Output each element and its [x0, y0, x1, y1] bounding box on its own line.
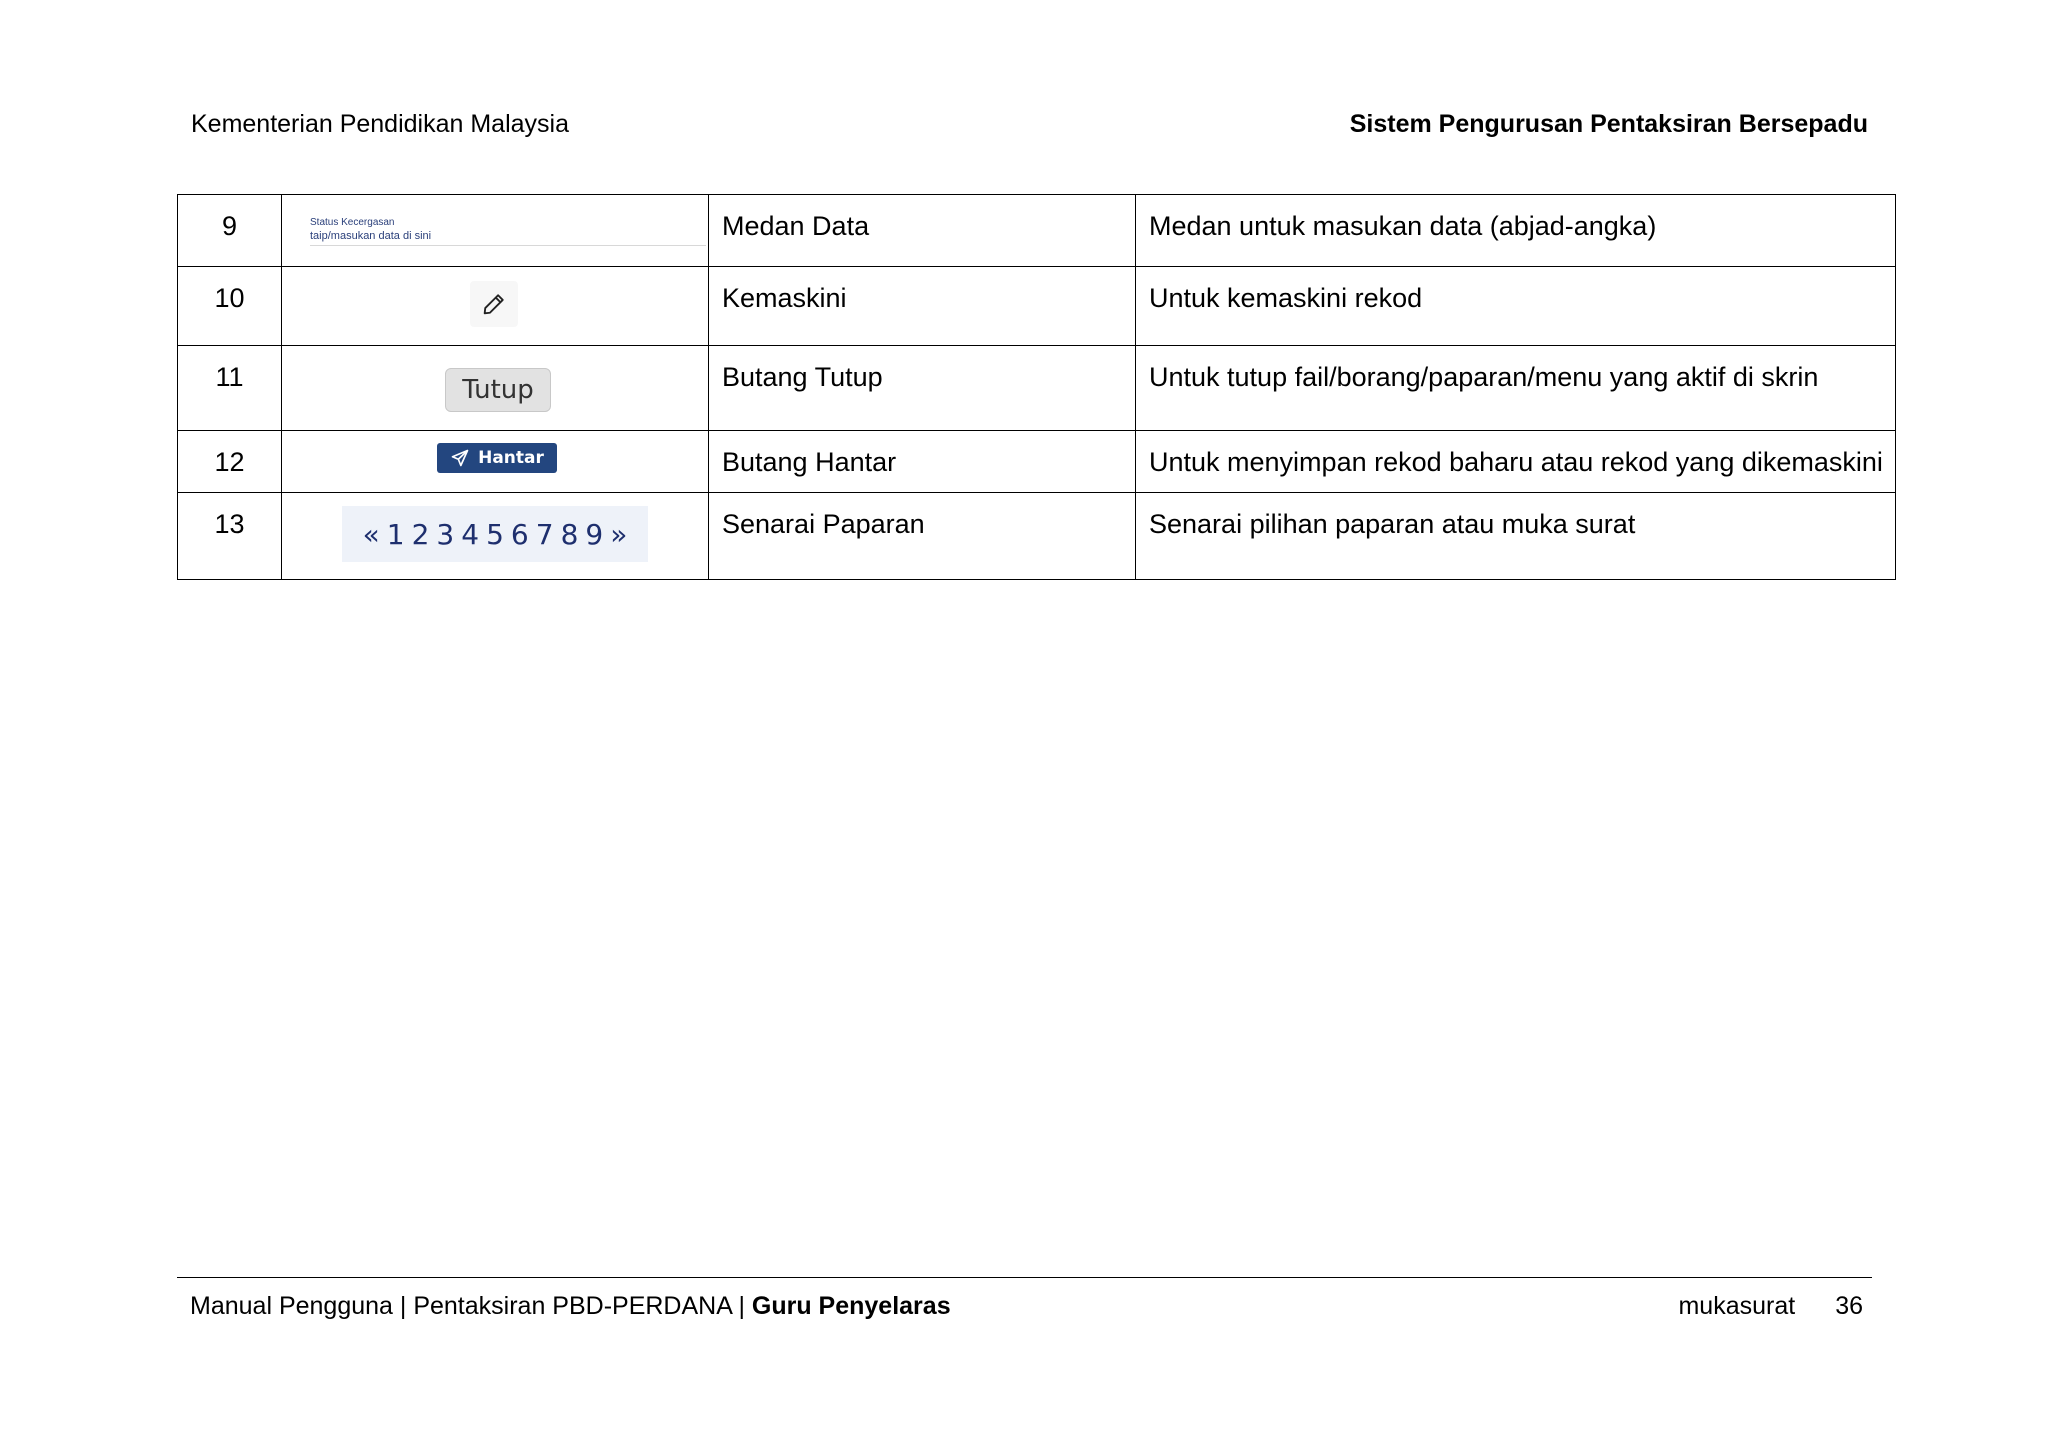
- footer-manual-title: [190, 1292, 951, 1321]
- edit-button[interactable]: [470, 281, 518, 327]
- pagination-page-2[interactable]: 2: [411, 517, 430, 551]
- pagination-page-7[interactable]: 7: [535, 517, 554, 551]
- close-button-cell: [282, 346, 709, 431]
- component-name: Butang Hantar: [709, 431, 1136, 493]
- send-icon: [450, 448, 470, 468]
- edit-icon-cell: [282, 267, 709, 346]
- ui-legend-table: [177, 194, 1896, 580]
- footer-page-number: 36: [1835, 1292, 1863, 1320]
- row-number: 9: [178, 195, 282, 267]
- close-button[interactable]: Tutup: [445, 368, 551, 412]
- component-description: Medan untuk masukan data (abjad-angka): [1136, 195, 1896, 267]
- component-description: Untuk tutup fail/borang/paparan/menu yang aktif di skrin: [1136, 346, 1896, 431]
- data-field-sample[interactable]: [310, 217, 706, 246]
- pagination-page-5[interactable]: 5: [486, 517, 504, 551]
- footer-page-label: mukasurat: [1678, 1292, 1796, 1320]
- component-description: Senarai pilihan paparan atau muka surat: [1136, 493, 1896, 580]
- component-name: Medan Data: [709, 195, 1136, 267]
- footer-page: [1678, 1292, 1863, 1321]
- table-row: [178, 431, 1896, 493]
- submit-button-label: Hantar: [478, 448, 544, 468]
- row-number: 12: [178, 431, 282, 493]
- pagination-page-9[interactable]: 9: [585, 517, 604, 551]
- component-description: Untuk kemaskini rekod: [1136, 267, 1896, 346]
- submit-button[interactable]: [437, 443, 557, 473]
- pagination-page-8[interactable]: 8: [560, 517, 579, 551]
- footer-prefix: Manual Pengguna | Pentaksiran PBD-PERDANA |: [190, 1292, 752, 1320]
- pagination-prev[interactable]: «: [362, 517, 380, 551]
- table-row: [178, 493, 1896, 580]
- pagination-cell: [282, 493, 709, 580]
- footer-role: Guru Penyelaras: [751, 1292, 951, 1320]
- component-name: Butang Tutup: [709, 346, 1136, 431]
- table-row: [178, 195, 1896, 267]
- pencil-icon: [480, 290, 508, 318]
- row-number: 10: [178, 267, 282, 346]
- header-organization: Kementerian Pendidikan Malaysia: [191, 110, 569, 138]
- header-system-title: Sistem Pengurusan Pentaksiran Bersepadu: [1349, 110, 1868, 138]
- pagination-page-3[interactable]: 3: [436, 517, 455, 551]
- field-placeholder: taip/masukan data di sini: [310, 230, 432, 242]
- data-field-sample-cell: [282, 195, 709, 267]
- component-name: Kemaskini: [709, 267, 1136, 346]
- pagination-page-1[interactable]: 1: [386, 517, 405, 551]
- field-label: Status Kecergasan: [310, 217, 395, 228]
- submit-button-cell: [282, 431, 709, 493]
- table-row: [178, 267, 1896, 346]
- pagination: [342, 506, 648, 562]
- component-name: Senarai Paparan: [709, 493, 1136, 580]
- pagination-page-6[interactable]: 6: [510, 517, 529, 551]
- component-description: Untuk menyimpan rekod baharu atau rekod yang dikemaskini: [1136, 431, 1896, 493]
- pagination-next[interactable]: »: [610, 517, 628, 551]
- table-row: [178, 346, 1896, 431]
- row-number: 13: [178, 493, 282, 580]
- footer-divider: [177, 1277, 1872, 1278]
- pagination-page-4[interactable]: 4: [461, 517, 480, 551]
- row-number: 11: [178, 346, 282, 431]
